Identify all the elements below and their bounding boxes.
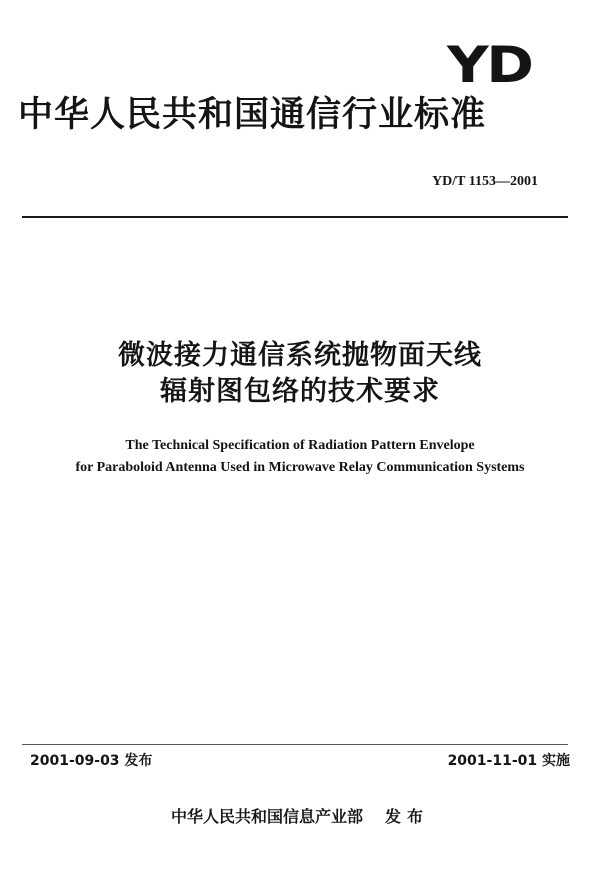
yd-logo: YD	[447, 36, 532, 94]
publish-action: 发布	[385, 807, 430, 826]
english-title-line-1: The Technical Specification of Radiation Pattern Envelope	[125, 438, 475, 453]
standard-category-heading: 中华人民共和国通信行业标准	[18, 95, 487, 135]
header-divider	[22, 216, 568, 218]
issue-date: 2001-09-03 发布	[30, 753, 153, 769]
publisher-line	[0, 804, 600, 827]
english-title	[0, 435, 600, 479]
implementation-date: 2001-11-01 实施	[447, 753, 570, 769]
standard-number: YD/T 1153—2001	[432, 174, 538, 189]
chinese-title-line-2: 辐射图包络的技术要求	[160, 376, 440, 407]
chinese-title	[0, 338, 600, 410]
chinese-title-line-1: 微波接力通信系统抛物面天线	[118, 340, 482, 371]
english-title-line-2: for Paraboloid Antenna Used in Microwave Relay Communication Systems	[75, 460, 525, 475]
publisher-name: 中华人民共和国信息产业部	[170, 807, 363, 826]
footer-divider	[22, 744, 568, 745]
